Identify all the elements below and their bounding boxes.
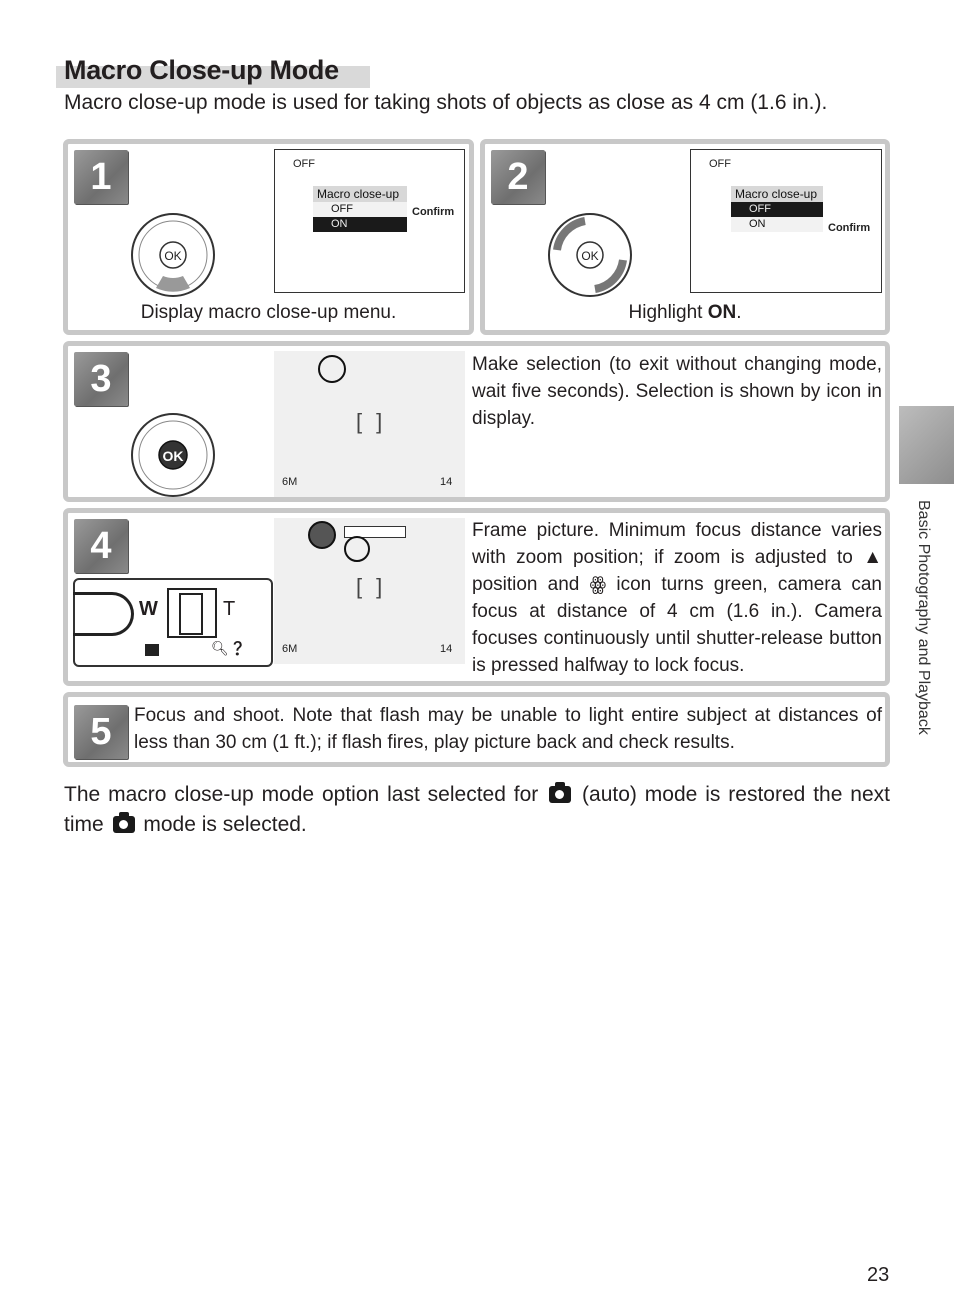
step-description: Make selection (to exit without changing mode, wait five seconds). Selection is shown by icon in display. — [472, 354, 882, 429]
thumbnail-icon — [145, 644, 159, 656]
camera-screen — [274, 518, 465, 664]
menu-title: Macro close-up — [731, 186, 823, 202]
resolution-icon: 6M — [282, 643, 298, 655]
svg-text:OK: OK — [164, 249, 182, 263]
help-icon: 🔍︎❓︎ — [211, 640, 247, 656]
step-number: 5 — [74, 705, 128, 759]
step-number: 2 — [491, 150, 545, 204]
step-1-box — [63, 139, 474, 335]
camera-screen — [274, 351, 465, 497]
multi-selector-down-icon — [128, 210, 218, 300]
menu-option-on[interactable]: ON — [331, 218, 348, 230]
frames-remaining: 14 — [440, 476, 453, 488]
section-tab — [899, 406, 954, 484]
intro-text: Macro close-up mode is used for taking shots of objects as close as 4 cm (1.6 in.). — [64, 91, 828, 114]
svg-text:OK: OK — [581, 249, 599, 263]
step-caption: Display macro close-up menu. — [140, 302, 397, 323]
section-label: Basic Photography and Playback — [915, 500, 932, 735]
svg-text:OK: OK — [162, 448, 184, 464]
zoom-control — [73, 578, 273, 667]
camera-auto-icon — [549, 786, 571, 803]
menu-option-on[interactable]: ON — [731, 217, 823, 232]
step-5-box — [63, 692, 890, 767]
camera-auto-icon — [113, 816, 135, 833]
menu-option-off[interactable]: OFF — [313, 202, 407, 217]
macro-icon-active — [308, 521, 336, 549]
confirm-label: Confirm — [412, 206, 455, 218]
menu-option-off[interactable]: OFF — [749, 203, 771, 215]
step-number: 3 — [74, 352, 128, 406]
step-number: 4 — [74, 519, 128, 573]
menu-title: Macro close-up — [313, 186, 407, 202]
zoom-lever[interactable] — [167, 588, 217, 638]
ok-button-icon — [128, 410, 218, 500]
step-4-box — [63, 508, 890, 686]
multi-selector-rotate-icon — [545, 210, 635, 300]
camera-screen — [274, 149, 465, 293]
step-3-box — [63, 341, 890, 502]
focus-brackets: [] — [356, 574, 397, 599]
resolution-icon: 6M — [282, 476, 298, 488]
zoom-triangle-marker — [344, 536, 370, 562]
focus-brackets: [] — [356, 409, 397, 434]
macro-menu — [313, 186, 407, 232]
confirm-label: Confirm — [828, 222, 871, 234]
step-description: Frame picture. Minimum focus distance varies with zoom position; if zoom is adjusted to ▲ position and ꙮ icon turns green, camera can focus at distance of 4 cm (1.6 in.). Camera focuses continuously until shutter-release button is pressed halfway to lock focus. — [472, 520, 882, 676]
macro-icon-highlight — [318, 355, 346, 383]
flash-off-icon: OFF — [709, 158, 731, 170]
camera-screen — [690, 149, 882, 293]
zoom-tele-label: T — [223, 598, 236, 620]
frames-remaining: 14 — [440, 643, 453, 655]
footer-note: The macro close-up mode option last selected for (auto) mode is restored the next time mode is selected. — [64, 783, 890, 836]
step-2-box — [480, 139, 890, 335]
step-description: Focus and shoot. Note that flash may be unable to light entire subject at distances of less than 30 cm (1 ft.); if flash fires, play picture back and check results. — [134, 705, 882, 753]
page-number: 23 — [867, 1264, 890, 1286]
macro-menu — [731, 186, 823, 232]
page-title: Macro Close-up Mode — [64, 55, 339, 85]
step-number: 1 — [74, 150, 128, 204]
zoom-wide-label: W — [139, 598, 158, 620]
flash-off-icon: OFF — [293, 158, 315, 170]
step-caption: Highlight ON. — [628, 302, 742, 323]
